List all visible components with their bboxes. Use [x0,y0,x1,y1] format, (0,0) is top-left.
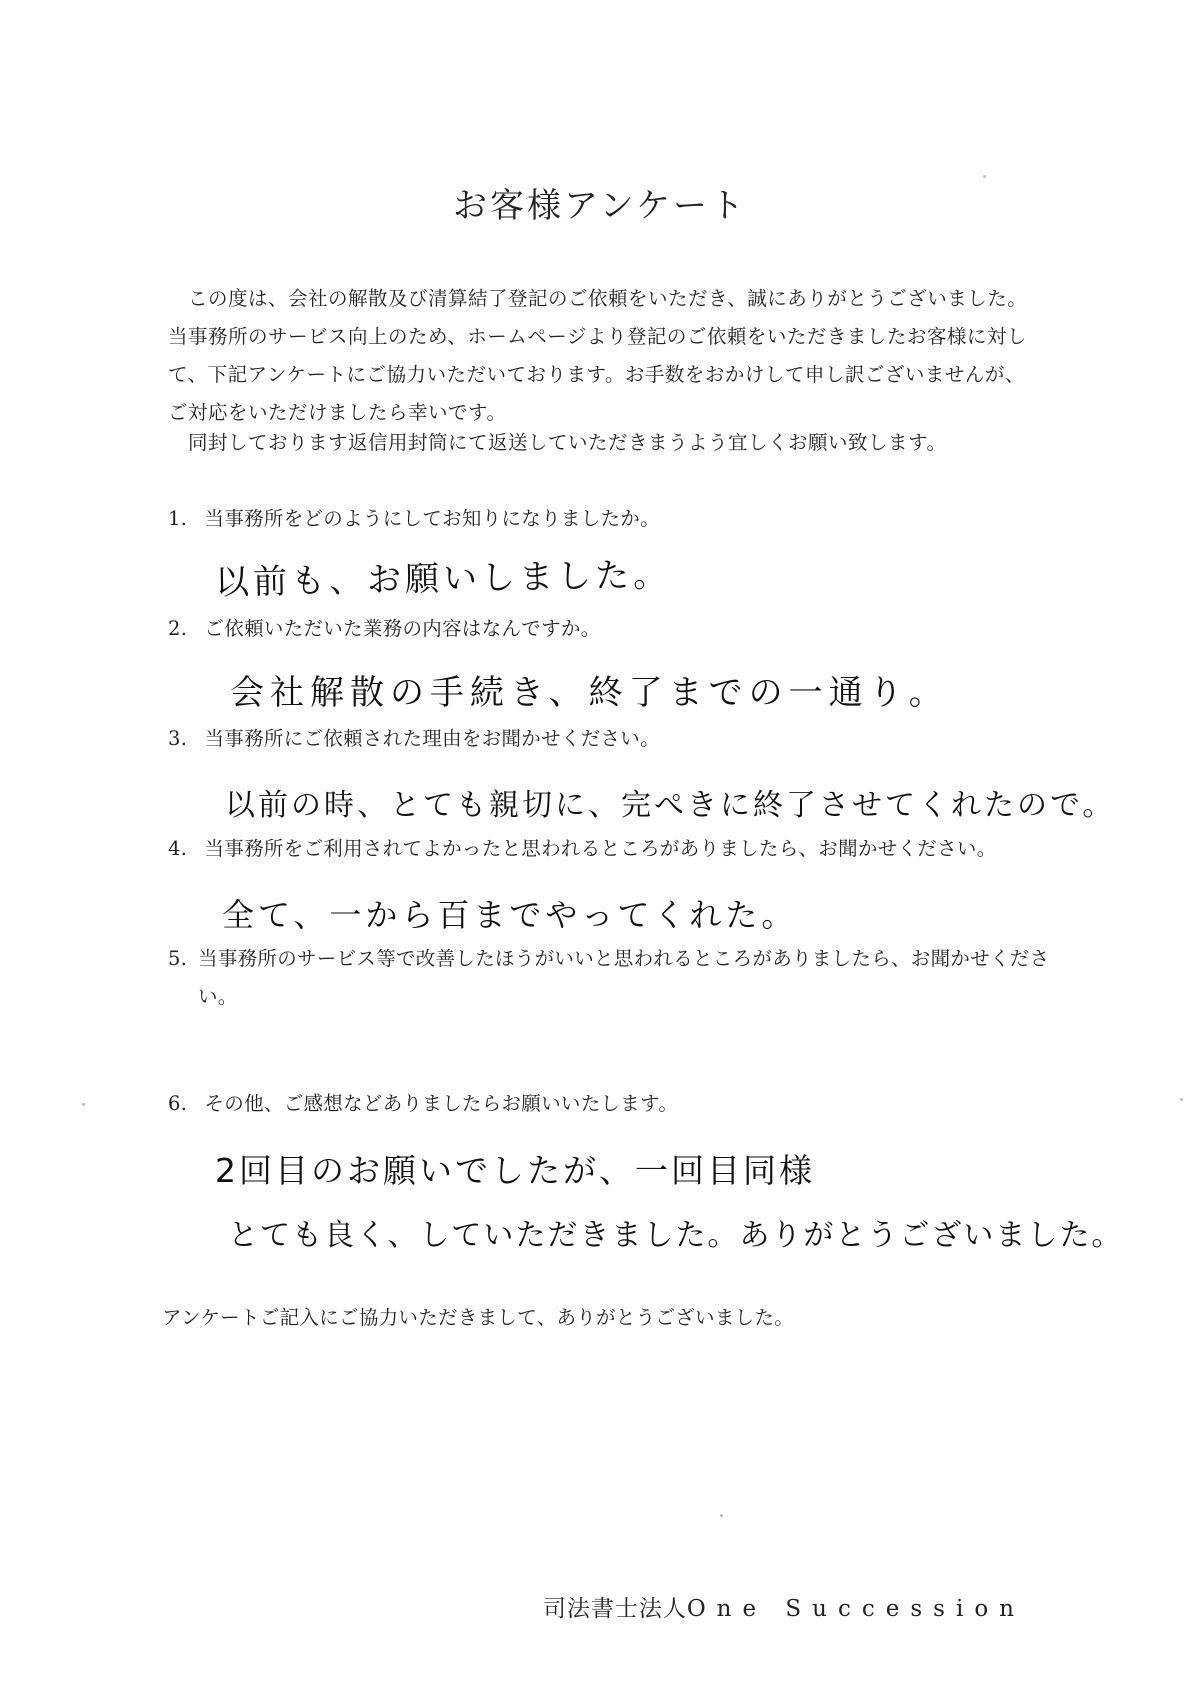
closing-message: アンケートご記入にご協力いただきまして、ありがとうございました。 [162,1306,795,1329]
scan-speck [82,1103,85,1106]
signature [543,1590,1025,1623]
question-number: 3. [168,727,188,750]
question-number: 5. [168,947,188,970]
answer-6-line-1: 2回目のお願いでしたが、一回目同様 [215,1151,815,1190]
signature-company-en: One Succession [686,1596,1025,1622]
scan-speck [720,1514,723,1517]
question-5 [168,940,1053,1016]
intro-paragraph-2 [168,424,1028,462]
question-number: 2. [168,617,188,640]
question-2 [168,610,1048,648]
question-number: 4. [168,837,188,860]
answer-2: 会社解散の手続き、終了までの一通り。 [230,673,949,713]
scan-speck [983,175,986,178]
question-text: その他、ご感想などありましたらお願いいたします。 [204,1092,679,1115]
answer-4: 全て、一から百までやってくれた。 [222,896,798,934]
question-text: 当事務所のサービス等で改善したほうがいいと思われるところがありましたら、お聞かせください。 [198,947,1050,1008]
question-6 [168,1085,1048,1123]
question-3 [168,720,1048,758]
answer-6-line-2: とても良く、していただきました。ありがとうございました。 [228,1218,1124,1253]
question-text: 当事務所にご依頼された理由をお聞かせください。 [204,727,660,750]
question-text: 当事務所をご利用されてよかったと思われるところがありましたら、お聞かせください。 [204,837,997,860]
scan-speck [1180,1098,1183,1101]
answer-1: 以前も、お願いしました。 [214,555,672,603]
intro-paragraph-1 [168,280,1028,432]
answer-3: 以前の時、とても親切に、完ぺきに終了させてくれたので。 [225,788,1116,823]
intro-text-2: 同封しております返信用封筒にて返送していただきまうよう宜しくお願い致します。 [188,431,947,454]
signature-company-jp: 司法書士法人 [542,1596,687,1622]
page-title: お客様アンケート [453,186,747,226]
question-text: 当事務所をどのようにしてお知りになりましたか。 [204,507,660,530]
intro-text-1: この度は、会社の解散及び清算結了登記のご依頼をいただき、誠にありがとうございました。当事務所のサービス向上のため、ホームページより登記のご依頼をいただきましたお客様に対して、下記アンケートにご協力いただいております。お手数をおかけして申し訳ございませんが、ご対応をいただけましたら幸いです。 [168,287,1028,424]
question-text: ご依頼いただいた業務の内容はなんですか。 [204,617,601,640]
question-4 [168,830,1048,868]
question-1 [168,500,1048,538]
question-number: 6. [168,1092,188,1115]
question-number: 1. [168,507,188,530]
